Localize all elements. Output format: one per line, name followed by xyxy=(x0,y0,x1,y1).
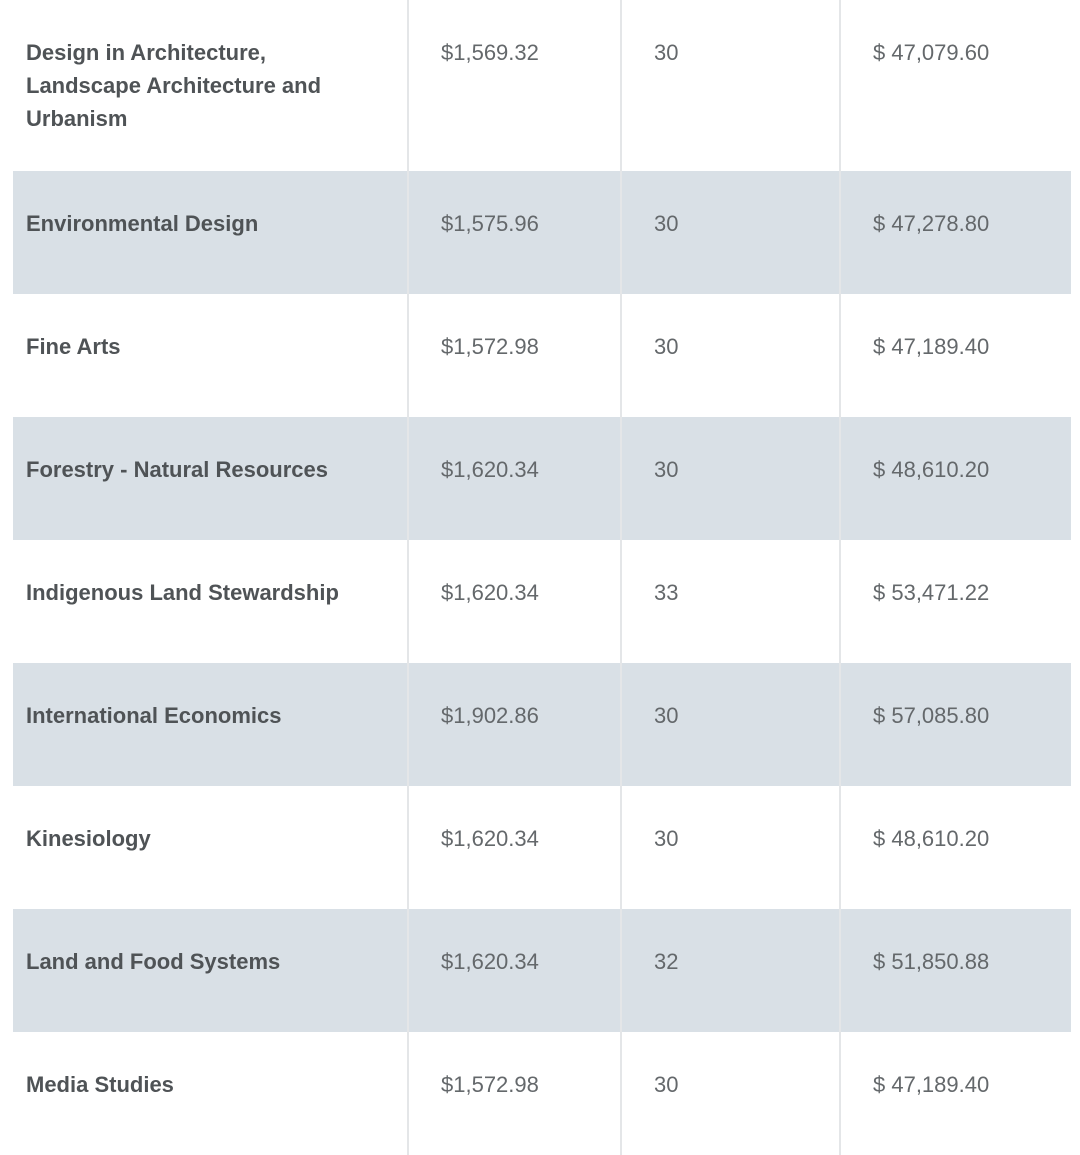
program-cell xyxy=(13,540,408,663)
credits: 30 xyxy=(654,211,679,236)
program-name: Fine Arts xyxy=(26,334,121,359)
total-cell xyxy=(840,1032,1071,1155)
per-credit-rate: $1,620.34 xyxy=(441,949,539,974)
per-credit-rate: $1,620.34 xyxy=(441,826,539,851)
total-cell xyxy=(840,0,1071,171)
credits-cell xyxy=(621,540,840,663)
credits-cell xyxy=(621,417,840,540)
program-name: Forestry - Natural Resources xyxy=(26,457,328,482)
table-row xyxy=(13,171,1071,294)
program-cell xyxy=(13,0,408,171)
per-credit-rate: $1,572.98 xyxy=(441,334,539,359)
per-credit-rate: $1,620.34 xyxy=(441,580,539,605)
total-cost: $ 48,610.20 xyxy=(873,457,990,482)
program-cell xyxy=(13,1032,408,1155)
program-cell xyxy=(13,171,408,294)
per-credit-rate: $1,572.98 xyxy=(441,1072,539,1097)
table-row xyxy=(13,0,1071,171)
program-cell xyxy=(13,786,408,909)
credits: 30 xyxy=(654,703,679,728)
table-row xyxy=(13,909,1071,1032)
total-cell xyxy=(840,909,1071,1032)
table-row xyxy=(13,663,1071,786)
credits-cell xyxy=(621,294,840,417)
credits: 30 xyxy=(654,826,679,851)
program-cell xyxy=(13,663,408,786)
total-cost: $ 53,471.22 xyxy=(873,580,990,605)
table-row xyxy=(13,1032,1071,1155)
table-row xyxy=(13,417,1071,540)
credits: 32 xyxy=(654,949,679,974)
per-credit-rate: $1,902.86 xyxy=(441,703,539,728)
program-name: Environmental Design xyxy=(26,211,259,236)
rate-cell xyxy=(408,417,621,540)
total-cost: $ 47,278.80 xyxy=(873,211,990,236)
total-cell xyxy=(840,786,1071,909)
rate-cell xyxy=(408,540,621,663)
tuition-table-body xyxy=(13,0,1071,1155)
credits-cell xyxy=(621,909,840,1032)
rate-cell xyxy=(408,663,621,786)
credits-cell xyxy=(621,171,840,294)
rate-cell xyxy=(408,1032,621,1155)
program-cell xyxy=(13,417,408,540)
total-cell xyxy=(840,294,1071,417)
total-cost: $ 47,189.40 xyxy=(873,1072,990,1097)
credits: 30 xyxy=(654,457,679,482)
rate-cell xyxy=(408,0,621,171)
total-cell xyxy=(840,540,1071,663)
program-name: Design in Architecture, Landscape Architecture and Urbanism xyxy=(26,40,322,131)
rate-cell xyxy=(408,786,621,909)
per-credit-rate: $1,569.32 xyxy=(441,40,539,65)
program-name: Media Studies xyxy=(26,1072,174,1097)
program-cell xyxy=(13,294,408,417)
per-credit-rate: $1,620.34 xyxy=(441,457,539,482)
rate-cell xyxy=(408,171,621,294)
program-name: Land and Food Systems xyxy=(26,949,281,974)
program-name: Indigenous Land Stewardship xyxy=(26,580,339,605)
credits: 30 xyxy=(654,334,679,359)
credits: 30 xyxy=(654,40,679,65)
total-cell xyxy=(840,663,1071,786)
total-cell xyxy=(840,417,1071,540)
total-cost: $ 57,085.80 xyxy=(873,703,990,728)
tuition-table xyxy=(13,0,1071,1155)
credits: 33 xyxy=(654,580,679,605)
program-name: International Economics xyxy=(26,703,282,728)
total-cell xyxy=(840,171,1071,294)
rate-cell xyxy=(408,909,621,1032)
credits-cell xyxy=(621,1032,840,1155)
credits: 30 xyxy=(654,1072,679,1097)
rate-cell xyxy=(408,294,621,417)
total-cost: $ 47,189.40 xyxy=(873,334,990,359)
credits-cell xyxy=(621,663,840,786)
total-cost: $ 51,850.88 xyxy=(873,949,990,974)
program-cell xyxy=(13,909,408,1032)
per-credit-rate: $1,575.96 xyxy=(441,211,539,236)
program-name: Kinesiology xyxy=(26,826,151,851)
total-cost: $ 48,610.20 xyxy=(873,826,990,851)
total-cost: $ 47,079.60 xyxy=(873,40,990,65)
table-row xyxy=(13,786,1071,909)
credits-cell xyxy=(621,786,840,909)
table-row xyxy=(13,540,1071,663)
table-row xyxy=(13,294,1071,417)
credits-cell xyxy=(621,0,840,171)
